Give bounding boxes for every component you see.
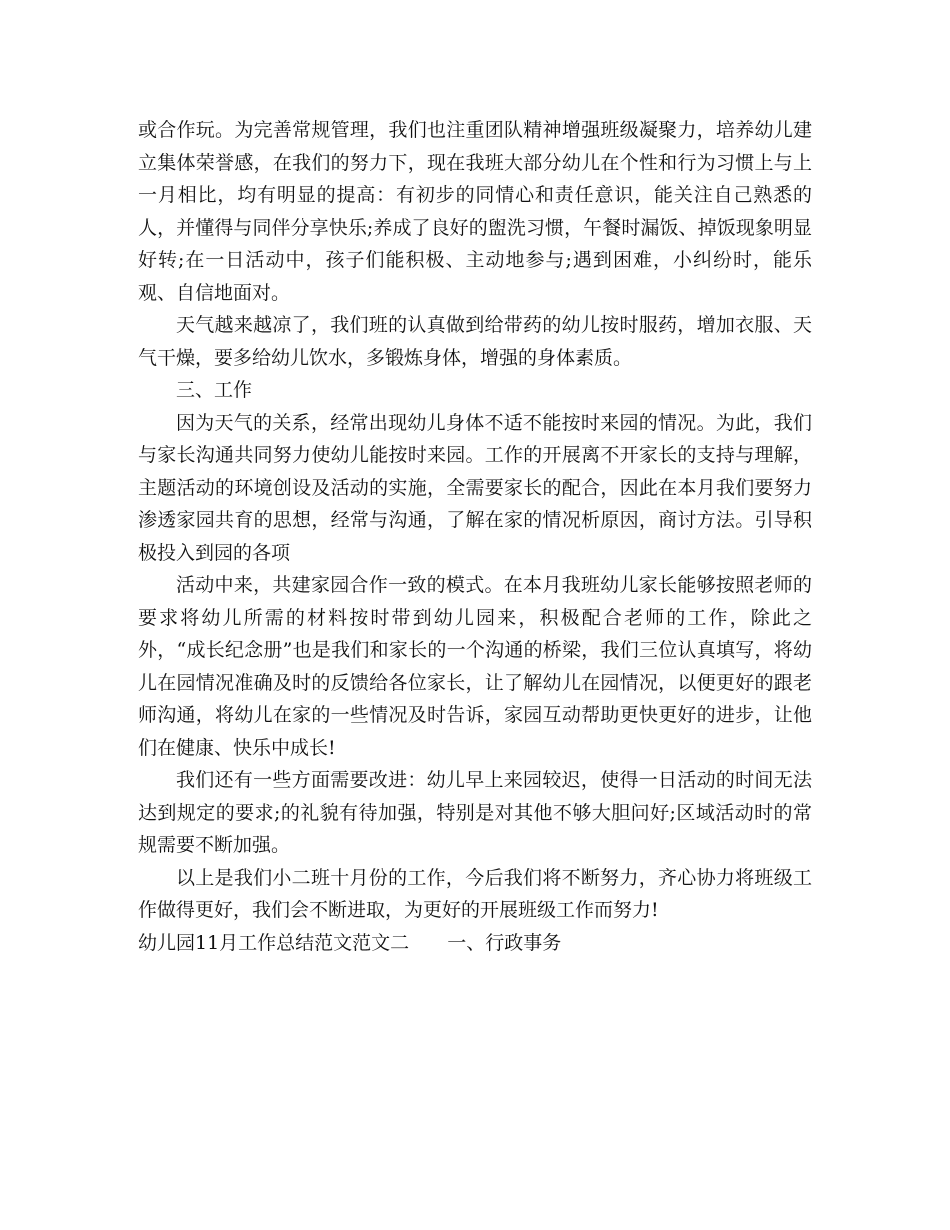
paragraph-improvements: 我们还有一些方面需要改进：幼儿早上来园较迟，使得一日活动的时间无法达到规定的要求;的礼貌有待加强，特别是对其他不够大胆问好;区域活动时的常规需要不断加强。 [138, 769, 812, 856]
document-page [138, 114, 812, 959]
next-article-line [138, 927, 812, 960]
section-heading-work: 三、工作 [176, 379, 253, 401]
paragraph-attendance: 因为天气的关系，经常出现幼儿身体不适不能按时来园的情况。为此，我们与家长沟通共同努力使幼儿能按时来园。工作的开展离不开家长的支持与理解，主题活动的环境创设及活动的实施，全需要家长的配合，因此在本月我们要努力渗透家园共育的思想，经常与沟通，了解在家的情况析原因，商讨方法。引导积极投入到园的各项 [138, 411, 812, 564]
next-article-section: 一、行政事务 [447, 931, 562, 954]
paragraph-continuation: 或合作玩。为完善常规管理，我们也注重团队精神增强班级凝聚力，培养幼儿建立集体荣誉感，在我们的努力下，现在我班大部分幼儿在个性和行为习惯上与上一月相比，均有明显的提高：有初步的同情心和责任意识，能关注自己熟悉的人，并懂得与同伴分享快乐;养成了良好的盥洗习惯，午餐时漏饭、掉饭现象明显好转;在一日活动中，孩子们能积极、主动地参与;遇到困难，小纠纷时，能乐观、自信地面对。 [138, 119, 812, 304]
next-article-title: 幼儿园11月工作总结范文范文二 [138, 931, 410, 954]
paragraph-home-school: 活动中来，共建家园合作一致的模式。在本月我班幼儿家长能够按照老师的要求将幼儿所需的材料按时带到幼儿园来，积极配合老师的工作，除此之外，“成长纪念册”也是我们和家长的一个沟通的桥梁，我们三位认真填写，将幼儿在园情况准确及时的反馈给各位家长，让了解幼儿在园情况，以便更好的跟老师沟通，将幼儿在家的一些情况及时告诉，家园互动帮助更快更好的进步，让他们在健康、快乐中成长! [138, 574, 812, 759]
paragraph-weather-care: 天气越来越凉了，我们班的认真做到给带药的幼儿按时服药，增加衣服、天气干燥，要多给幼儿饮水，多锻炼身体，增强的身体素质。 [138, 314, 812, 369]
paragraph-conclusion: 以上是我们小二班十月份的工作，今后我们将不断努力，齐心协力将班级工作做得更好，我们会不断进取，为更好的开展班级工作而努力! [138, 866, 812, 921]
